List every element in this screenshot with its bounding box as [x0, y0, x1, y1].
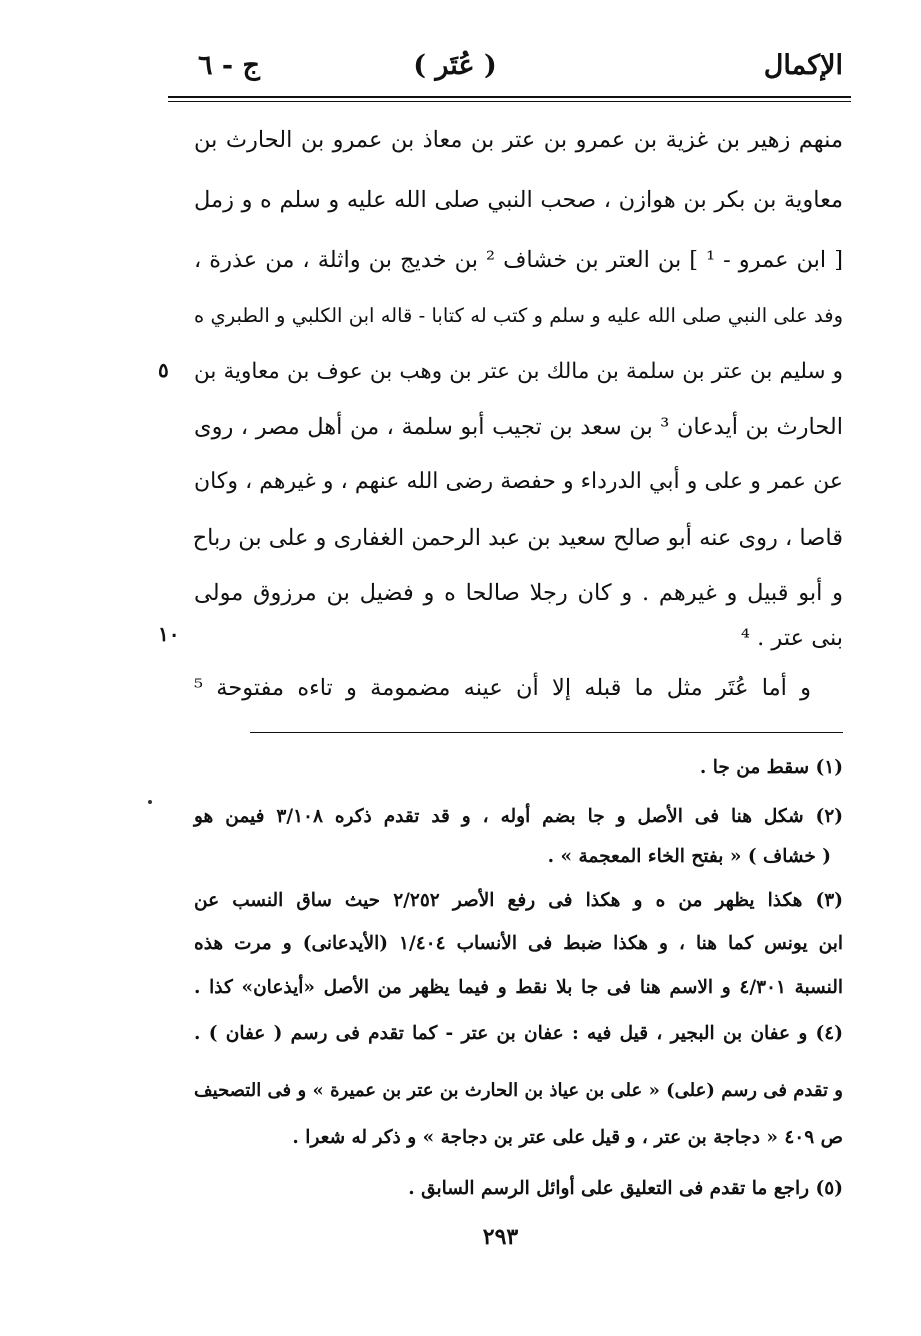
main-text-line: و سليم بن عتر بن سلمة بن مالك بن عتر بن وهب بن عوف بن معاوية بن — [194, 359, 843, 384]
main-text-line: و أما عُتَر مثل ما قبله إلا أن عينه مضمومة و تاءه مفتوحة ⁵ — [194, 675, 811, 701]
footnote-line: ص ٤٠٩ « دجاجة بن عتر ، و قيل على عتر بن دجاجة » و ذكر له شعرا . — [292, 1127, 843, 1148]
header-rule-thin — [168, 101, 851, 102]
main-text-line: [ ابن عمرو - ¹ ] بن العتر بن خشاف ² بن خديج بن واثلة ، من عذرة ، — [194, 247, 843, 273]
footnote-line: النسبة ٤/٣٠١ و الاسم هنا فى جا بلا نقط و فيما يظهر من الأصل «أيذعان» كذا . — [194, 977, 843, 998]
footnote-line: (١) سقط من جا . — [699, 757, 843, 778]
header-book-title: الإكمال — [763, 50, 843, 81]
main-text-line: منهم زهير بن غزية بن عمرو بن عتر بن معاذ بن عمرو بن الحارث بن — [194, 127, 843, 153]
page-number: ٢٩٣ — [482, 1224, 519, 1250]
footnote-separator — [250, 732, 843, 733]
header-entry-name: ( عُتَر ) — [413, 50, 497, 81]
header-rule-thick — [168, 96, 851, 98]
main-text-line: و أبو قبيل و غيرهم . و كان رجلا صالحا ه و فضيل بن مرزوق مولى — [194, 580, 843, 606]
footnote-line: (٤) و عفان بن البجير ، قيل فيه : عفان بن عتر - كما تقدم فى رسم ( عفان ) . — [194, 1023, 843, 1044]
footnote-line: (٥) راجع ما تقدم فى التعليق على أوائل الرسم السابق . — [408, 1178, 843, 1199]
main-text-line: وفد على النبي صلى الله عليه و سلم و كتب له كتابا - قاله ابن الكلبي و الطبري ه — [194, 304, 843, 327]
margin-speck — [148, 800, 152, 804]
main-text-line: الحارث بن أيدعان ³ بن سعد بن تجيب أبو سلمة ، من أهل مصر ، روى — [194, 414, 843, 440]
main-text-line: قاصا ، روى عنه أبو صالح سعيد بن عبد الرحمن الغفارى و على بن رباح — [192, 525, 843, 551]
footnote-line: ( خشاف ) « بفتح الخاء المعجمة » . — [547, 846, 831, 867]
line-number-10: ١٠ — [158, 622, 180, 646]
main-text-line: عن عمر و على و أبي الدرداء و حفصة رضى الله عنهم ، و غيرهم ، وكان — [194, 469, 843, 494]
footnote-line: و تقدم فى رسم (على) « على بن عياذ بن الحارث بن عتر بن عميرة » و فى التصحيف — [194, 1080, 843, 1101]
footnote-line: ابن يونس كما هنا ، و هكذا ضبط فى الأنساب ١/٤٠٤ (الأيدعانى) و مرت هذه — [194, 933, 843, 954]
footnote-line: (٢) شكل هنا فى الأصل و جا بضم أوله ، و قد تقدم ذكره ٣/١٠٨ فيمن هو — [194, 806, 844, 827]
footnote-line: (٣) هكذا يظهر من ه و هكذا فى رفع الأصر ٢/٢٥٢ حيث ساق النسب عن — [194, 890, 843, 911]
main-text-line: بنى عتر . ⁴ — [740, 625, 843, 651]
main-text-line: معاوية بن بكر بن هوازن ، صحب النبي صلى الله عليه و سلم ه و زمل — [194, 187, 843, 213]
header-volume: ج - ٦ — [198, 50, 260, 81]
line-number-5: ٥ — [158, 358, 169, 382]
